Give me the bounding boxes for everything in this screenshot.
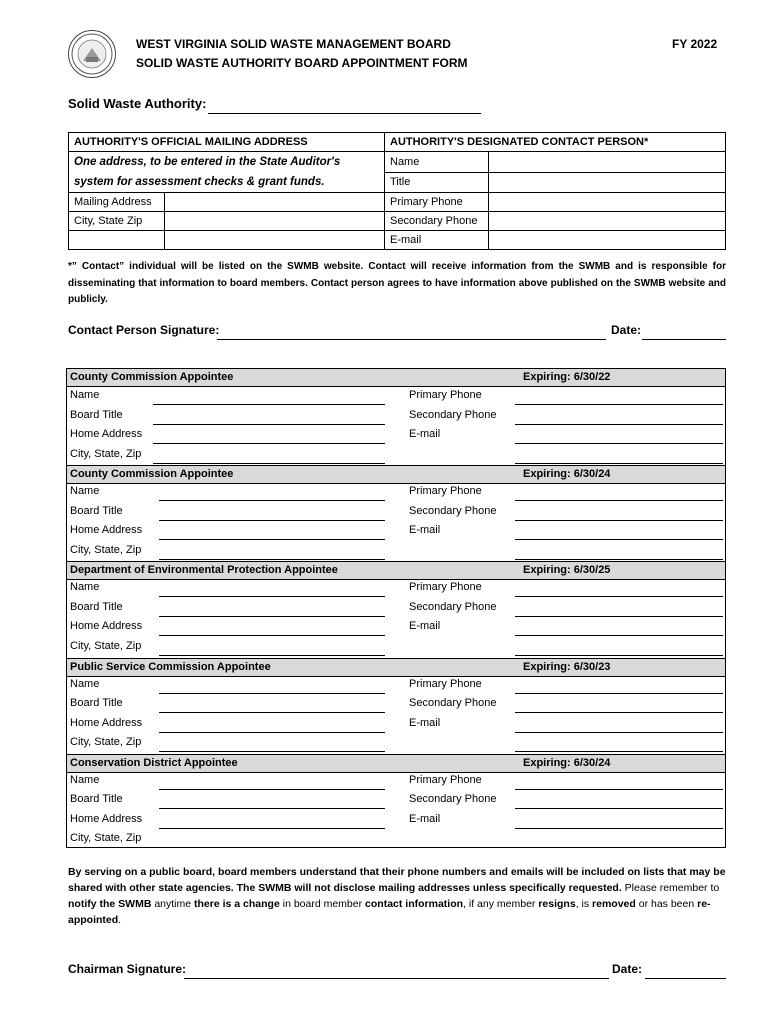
appointee-field-line[interactable] [153,463,385,464]
appointee-contact-line[interactable] [515,520,723,521]
appointee-field-label: Home Address [70,428,143,440]
fiscal-year: FY 2022 [672,37,718,51]
appointee-section [67,658,725,755]
footer-text-b: notify the SWMB [68,898,152,910]
contact-primary-phone-label: Primary Phone [385,193,489,212]
appointee-header [67,658,725,677]
appointee-field-label: Home Address [70,812,143,825]
contact-title-label: Title [385,172,489,193]
state-seal [68,30,116,78]
city-state-zip-field[interactable] [165,212,385,231]
appointee-field-label: Name [70,485,100,498]
appointee-contact-line[interactable] [515,463,723,464]
appointee-contact-line[interactable] [515,424,723,425]
appointee-header [67,754,725,773]
appointee-contact-label: Primary Phone [409,485,482,498]
chairman-date-label: Date: [612,962,643,976]
appointee-field-label: City, State, Zip [70,447,142,460]
contact-title-field[interactable] [489,172,726,193]
address-extra-label [69,231,165,250]
appointee-title: Conservation District Appointee [70,756,238,769]
appointee-header [67,369,725,387]
footer-text-f: contact information [365,898,464,910]
instruction-line-2: system for assessment checks & grant funds. [74,176,325,188]
appointee-field-line[interactable] [159,655,385,656]
appointee-field-label: Board Title [70,697,123,710]
mailing-address-field[interactable] [165,193,385,212]
appointee-title: Department of Environmental Protection Appointee [70,564,338,577]
appointee-field-line[interactable] [153,424,385,425]
contact-email-label: E-mail [385,231,489,250]
mailing-address-header: AUTHORITY'S OFFICIAL MAILING ADDRESS [69,133,385,152]
footer-note [68,864,726,928]
form-title: SOLID WASTE AUTHORITY BOARD APPOINTMENT FORM [136,56,468,70]
footer-text-g: , if any member [463,898,539,910]
chairman-signature-label: Chairman Signature: [68,962,187,976]
appointee-title: County Commission Appointee [70,468,234,481]
appointee-contact-line[interactable] [515,539,723,540]
appointee-field-label: Board Title [70,408,123,421]
appointee-field-line[interactable] [159,539,385,540]
authority-input-line[interactable] [208,113,481,114]
appointee-field-line[interactable] [159,712,385,713]
appointee-field-label: City, State, Zip [70,639,142,652]
appointee-contact-line[interactable] [515,655,723,656]
appointee-contact-label: Primary Phone [409,677,482,690]
appointee-field-label: Board Title [70,600,123,613]
org-name: WEST VIRGINIA SOLID WASTE MANAGEMENT BOARD [136,37,451,51]
appointee-section [67,369,725,466]
contact-note: *” Contact” individual will be listed on the SWMB website. Contact will receive information from the SWMB and is responsible for disseminating that information to board members. Contact person agrees to have information above published on the SWMB website and publicly. [68,261,726,305]
address-instructions [69,152,385,193]
appointee-contact-line[interactable] [515,596,723,597]
appointee-field-line[interactable] [159,635,385,636]
appointee-contact-label: Secondary Phone [409,793,497,806]
footer-text-j: removed [592,898,636,910]
appointee-contact-line[interactable] [515,500,723,501]
appointee-contact-line[interactable] [515,789,723,790]
contact-person-header: AUTHORITY'S DESIGNATED CONTACT PERSON* [385,133,726,152]
appointee-expiring: Expiring: 6/30/24 [523,468,611,481]
footer-text-h: resigns [538,898,576,910]
appointee-field-line[interactable] [159,616,385,617]
appointee-contact-line[interactable] [515,616,723,617]
authority-label: Solid Waste Authority: [68,96,207,111]
appointee-field-label: Home Address [70,620,143,633]
appointee-contact-label: E-mail [409,524,441,537]
appointees-table [66,368,726,848]
footer-text-i: , is [575,898,593,910]
appointee-field-line[interactable] [159,520,385,521]
footer-text-a: Please remember to [621,882,720,894]
appointee-field-line[interactable] [159,828,385,829]
contact-signature-label: Contact Person Signature: [68,323,220,337]
footer-privacy-text: By serving on a public board, board members understand that their phone numbers and emails will be included on lists that may be shared with other state agencies. The SWMB will not disclose mailing addresses unless specifically requested. [68,866,726,894]
chairman-date-line[interactable] [645,978,726,979]
footer-text-l: re-appointed [68,898,711,926]
contact-email-field[interactable] [489,231,726,250]
appointee-expiring: Expiring: 6/30/24 [523,756,611,769]
appointee-field-line[interactable] [159,596,385,597]
appointee-field-label: Name [70,773,100,786]
mailing-address-label: Mailing Address [69,193,165,212]
appointee-contact-label: E-mail [409,812,441,825]
appointee-contact-line[interactable] [515,732,723,733]
appointee-title: County Commission Appointee [70,371,234,383]
contact-signature-line[interactable] [217,339,606,340]
appointee-field-label: Home Address [70,524,143,537]
appointee-field-label: City, State, Zip [70,543,142,556]
footer-text-k: or has been [635,898,698,910]
chairman-signature-line[interactable] [184,978,609,979]
appointee-contact-label: Secondary Phone [409,697,497,710]
appointee-contact-line[interactable] [515,635,723,636]
appointee-contact-label: E-mail [409,716,441,729]
appointee-section [67,561,725,658]
appointee-contact-label: Secondary Phone [409,600,497,613]
appointee-contact-line[interactable] [515,693,723,694]
appointee-contact-line[interactable] [515,751,723,752]
appointee-contact-line[interactable] [515,847,723,848]
appointee-field-label: Name [70,389,100,401]
appointee-contact-label: Primary Phone [409,389,482,401]
appointee-field-label: Board Title [70,504,123,517]
appointee-contact-line[interactable] [515,828,723,829]
appointee-contact-line[interactable] [515,443,723,444]
appointee-field-line[interactable] [159,559,385,560]
appointee-contact-label: E-mail [409,428,441,440]
footer-text-m: . [118,914,122,926]
appointee-contact-label: Primary Phone [409,773,482,786]
appointee-section [67,754,725,851]
appointee-field-line[interactable] [159,808,385,809]
appointee-contact-line[interactable] [515,808,723,809]
appointee-contact-label: Secondary Phone [409,408,497,421]
footer-text-c: anytime [151,898,195,910]
instruction-line-1: One address, to be entered in the State Auditor's [74,156,341,168]
contact-date-line[interactable] [642,339,726,340]
appointee-field-line[interactable] [159,751,385,752]
contact-primary-phone-field[interactable] [489,193,726,212]
appointee-expiring: Expiring: 6/30/23 [523,660,611,673]
appointee-contact-label: Primary Phone [409,581,482,594]
appointee-expiring: Expiring: 6/30/25 [523,564,611,577]
appointee-field-label: City, State, Zip [70,736,142,749]
appointee-title: Public Service Commission Appointee [70,660,271,673]
appointee-section [67,465,725,562]
appointee-expiring: Expiring: 6/30/22 [523,371,611,383]
appointee-field-line[interactable] [153,404,385,405]
city-state-zip-label: City, State Zip [69,212,165,231]
appointee-contact-label: Secondary Phone [409,504,497,517]
appointee-field-line[interactable] [159,847,385,848]
appointee-field-line[interactable] [159,500,385,501]
appointee-field-label: Name [70,581,100,594]
address-extra-field[interactable] [165,231,385,250]
appointee-field-line[interactable] [153,443,385,444]
footer-text-e: in board member [279,898,366,910]
contact-secondary-phone-field[interactable] [489,212,726,231]
contact-name-label: Name [385,152,489,173]
appointee-field-label: Board Title [70,793,123,806]
appointee-contact-line[interactable] [515,404,723,405]
appointee-field-label: City, State, Zip [70,832,142,845]
appointee-field-line[interactable] [159,732,385,733]
contact-date-label: Date: [611,323,642,337]
appointee-field-line[interactable] [159,693,385,694]
appointee-contact-label: E-mail [409,620,441,633]
appointee-field-label: Home Address [70,716,143,729]
appointee-contact-line[interactable] [515,712,723,713]
appointee-header [67,561,725,580]
footer-text-d: there is a change [194,898,280,910]
appointee-header [67,465,725,484]
contact-name-field[interactable] [489,152,726,173]
appointee-field-line[interactable] [159,789,385,790]
contact-secondary-phone-label: Secondary Phone [385,212,489,231]
appointee-field-label: Name [70,677,100,690]
authority-address-table [68,132,726,250]
appointee-contact-line[interactable] [515,559,723,560]
